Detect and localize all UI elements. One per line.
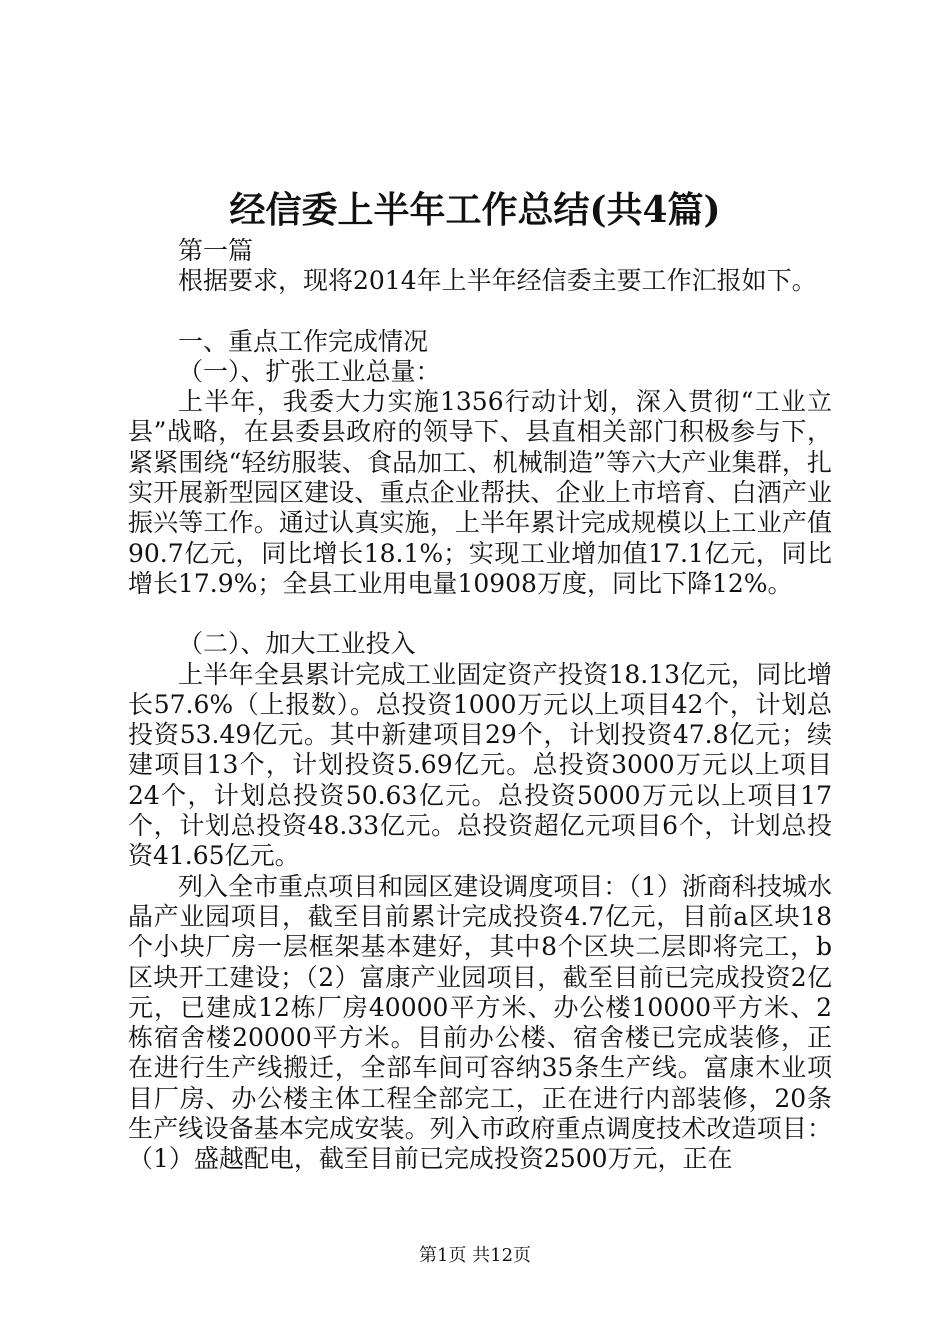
section-heading-key-work: 一、重点工作完成情况: [178, 326, 429, 356]
paragraph-key-projects: 列入全市重点项目和园区建设调度项目：（1）浙商科技城水晶产业园项目，截至目前累计完成投资4.7亿元，目前a区块18个小块厂房一层框架基本建好，其中8个区块二层即将完工，b区块开工建设；（2）富康产业园项目，截至目前已完成投资2亿元，已建成12栋厂房40000平方米、办公楼10000平方米、2栋宿舍楼20000平方米。目前办公楼、宿舍楼已完成装修，正在进行生产线搬迁，全部车间可容纳35条生产线。富康木业项目厂房、办公楼主体工程全部完工，正在进行内部装修，20条生产线设备基本完成安装。列入市政府重点调度技术改造项目：（1）盛越配电，截至目前已完成投资2500万元，正在: [128, 871, 832, 1174]
section-heading-part-one: 第一篇: [178, 236, 254, 265]
intro-paragraph: 根据要求，现将2014年上半年经信委主要工作汇报如下。: [178, 266, 817, 296]
page-footer: 第1页 共12页: [418, 1245, 532, 1266]
subsection-heading-expand-industry: （一）、扩张工业总量：: [178, 356, 441, 386]
page-title: 经信委上半年工作总结(共4篇): [229, 189, 721, 231]
document-body: [128, 236, 832, 1175]
paragraph-investment: 上半年全县累计完成工业固定资产投资18.13亿元，同比增长57.6%（上报数）。总投资1000万元以上项目42个，计划总投资53.49亿元。其中新建项目29个，计划投资47.8亿元；续建项目13个，计划投资5.69亿元。总投资3000万元以上项目24个，计划总投资50.63亿元。总投资5000万元以上项目17个，计划总投资48.33亿元。总投资超亿元项目6个，计划总投资41.65亿元。: [128, 659, 832, 871]
paragraph-industry-total: 上半年，我委大力实施1356行动计划，深入贯彻“工业立县”战略，在县委县政府的领导下、县直相关部门积极参与下，紧紧围绕“轻纺服装、食品加工、机械制造”等六大产业集群，扎实开展新型园区建设、重点企业帮扶、企业上市培育、白酒产业振兴等工作。通过认真实施，上半年累计完成规模以上工业产值90.7亿元，同比增长18.1%；实现工业增加值17.1亿元，同比增长17.9%；全县工业用电量10908万度，同比下降12%。: [128, 387, 832, 598]
subsection-heading-investment: （二）、加大工业投入: [178, 629, 416, 659]
